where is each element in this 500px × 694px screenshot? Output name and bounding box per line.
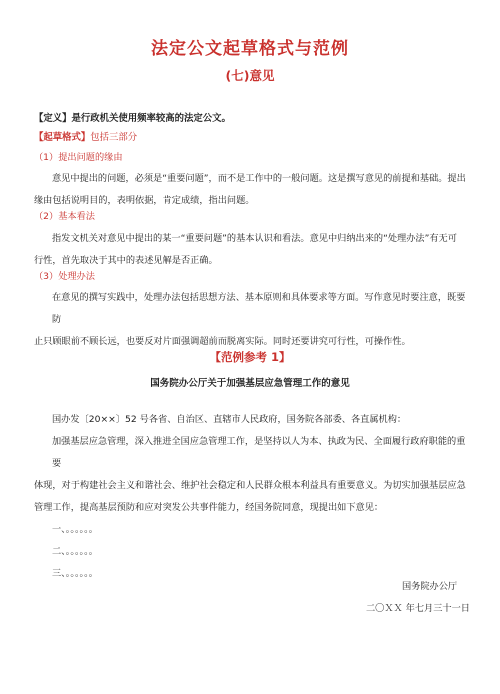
section-3-line-1: 在意见的撰写实践中，处理办法包括思想方法、基本原则和具体要求等方面。写作意见时要注意，既要防 — [52, 292, 466, 325]
sample-body — [34, 409, 468, 585]
sample-subtitle: 国务院办公厅关于加强基层应急管理工作的意见 — [150, 378, 350, 389]
format-tag: 【起草格式】 — [34, 132, 91, 143]
section-heading-2: （2）基本看法 — [34, 211, 95, 222]
document-subtitle: (七)意见 — [225, 68, 275, 83]
section-heading-1: （1）提出问题的缘由 — [34, 152, 123, 163]
sample-item-2: 二、。。。。。。 — [52, 546, 98, 557]
section-1-line-2: 缘由包括说明目的，表明依据，肯定成绩，指出问题。 — [34, 195, 255, 206]
section-body-3 — [34, 287, 468, 353]
document-title: 法定公文起草格式与范例 — [151, 39, 349, 59]
section-2-line-1: 指发文机关对意见中提出的某一“重要问题”的基本认识和看法。意见中归纳出来的“处理办法”有无可 — [52, 233, 457, 244]
format-text: 包括三部分 — [90, 132, 138, 143]
sample-title: 【范例参考 1】 — [209, 350, 291, 364]
section-1-line-1: 意见中提出的问题，必须是“重要问题”，而不是工作中的一般问题。这是撰写意见的前提和基础。提出 — [52, 173, 466, 184]
sample-body-line-2: 体现，对于构建社会主义和谐社会、维护社会稳定和人民群众根本利益具有重要意义。为切实加强基层应急 — [34, 480, 466, 491]
format-line — [34, 131, 468, 145]
definition-tag: 【定义】 — [34, 113, 72, 124]
section-3-line-2: 止只顾眼前不顾长远，也要反对片面强调超前而脱离实际。同时还要讲究可行性，可操作性。 — [34, 336, 411, 347]
sample-item-3: 三、。。。。。。 — [52, 568, 98, 579]
sample-body-line-3: 管理工作，提高基层预防和应对突发公共事件能力，经国务院同意，现提出如下意见： — [34, 502, 384, 513]
sample-body-line-1: 加强基层应急管理，深入推进全国应急管理工作，是坚持以人为本、执政为民、全面履行政府职能的重要 — [52, 436, 466, 469]
sample-addressee: 国办发〔20××〕52 号各省、自治区、直辖市人民政府，国务院各部委、各直属机构： — [52, 414, 407, 425]
section-heading-3: （3）处理办法 — [34, 271, 95, 282]
section-2-line-2: 行性，首先取决于其中的表述见解是否正确。 — [34, 255, 218, 266]
section-body-2 — [34, 228, 468, 272]
sample-item-1: 一、。。。。。。 — [52, 524, 98, 535]
definition-text: 是行政机关使用频率较高的法定公文。 — [71, 113, 231, 124]
definition-line — [34, 112, 468, 126]
section-body-1 — [34, 168, 468, 212]
sample-date: 二〇ＸＸ 年七月三十一日 — [366, 603, 470, 614]
sample-signer: 国务院办公厅 — [402, 581, 458, 592]
